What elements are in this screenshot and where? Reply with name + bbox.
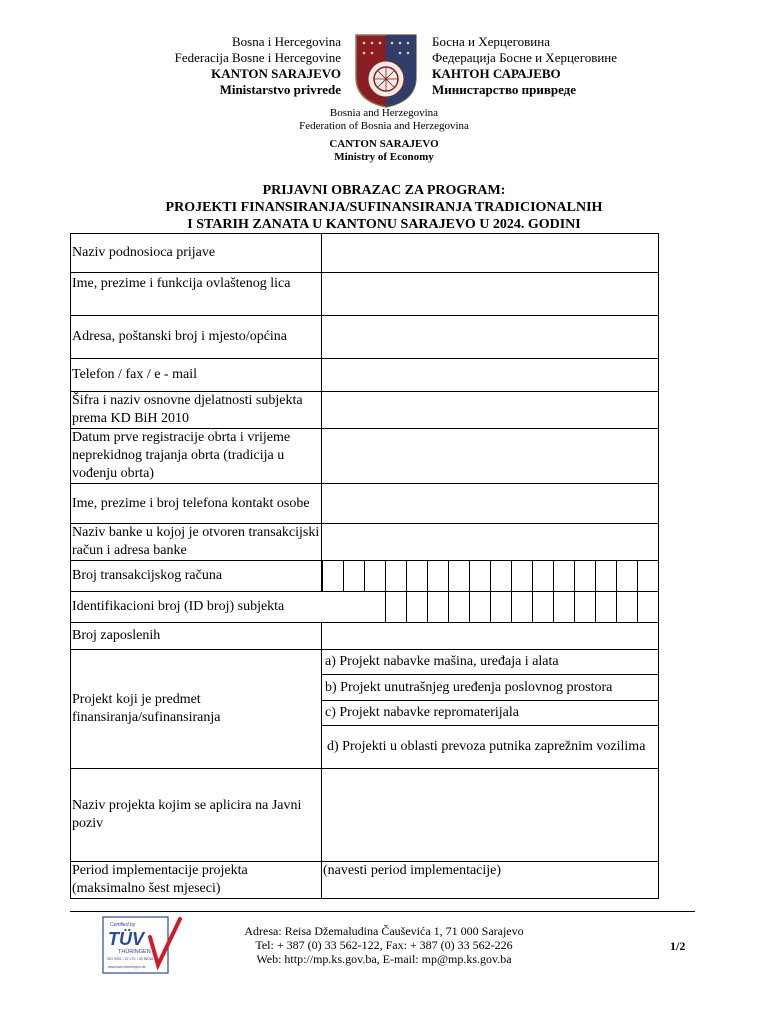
field-applicant-name[interactable] — [322, 234, 659, 273]
field-address[interactable] — [322, 316, 659, 359]
tuv-certification-logo-icon — [80, 915, 205, 977]
label-contact: Telefon / fax / e - mail — [71, 359, 322, 392]
tuv-certified-text: Certified by — [110, 922, 136, 928]
option-c[interactable]: c) Projekt nabavke repromaterijala — [322, 701, 659, 726]
option-b[interactable]: b) Projekt unutrašnjeg uređenja poslovnog prostora — [322, 675, 659, 701]
header-right-line3: КАНТОН САРАЈЕВО — [432, 66, 561, 81]
label-employees: Broj zaposlenih — [71, 623, 322, 650]
header-center-line4: Ministry of Economy — [334, 151, 434, 163]
canton-crest-icon — [354, 33, 418, 109]
option-d[interactable] — [322, 726, 659, 769]
form-title — [0, 182, 768, 233]
field-authorized-person[interactable] — [322, 273, 659, 316]
label-account-number: Broj transakcijskog računa — [71, 561, 322, 592]
field-account-number[interactable] — [322, 561, 659, 592]
form-title-line2: PROJEKTI FINANSIRANJA/SUFINANSIRANJA TRADICIONALNIH — [165, 200, 603, 215]
header-center-canton — [0, 138, 768, 164]
header-center-line3: CANTON SARAJEVO — [329, 138, 439, 150]
form-title-line1: PRIJAVNI OBRAZAC ZA PROGRAM: — [262, 183, 506, 198]
field-project-name[interactable] — [322, 769, 659, 862]
footer-address: Adresa: Reisa Džemaludina Čauševića 1, 71 000 Sarajevo — [244, 924, 524, 938]
footer-web: Web: http://mp.ks.gov.ba, E-mail: mp@mp.ks.gov.ba — [256, 952, 512, 966]
field-implementation-period[interactable]: (navesti period implementacije) — [322, 862, 659, 899]
label-id-number: Identifikacioni broj (ID broj) subjekta — [72, 599, 285, 614]
header-left — [175, 34, 341, 98]
footer-phone: Tel: + 387 (0) 33 562-122, Fax: + 387 (0) 33 562-226 — [255, 938, 513, 952]
header-center-english — [0, 107, 768, 133]
header-right-line4: Министарство привреде — [432, 82, 577, 97]
page-number: 1/2 — [670, 939, 686, 953]
label-activity-code: Šifra i naziv osnovne djelatnosti subjekta prema KD BiH 2010 — [71, 392, 322, 429]
header-right-line2: Федерација Босне и Херцеговине — [432, 50, 618, 65]
header-left-line4: Ministarstvo privrede — [219, 82, 341, 97]
form-title-line3: I STARIH ZANATA U KANTONU SARAJEVO U 2024. GODINI — [187, 217, 581, 232]
label-registration-date: Datum prve registracije obrta i vrijeme neprekidnog trajanja obrta (tradicija u vođenju obrta) — [71, 429, 322, 484]
field-employees[interactable] — [322, 623, 659, 650]
footer-contact — [200, 924, 568, 966]
tuv-iso-text: ISO 9001 / 22 LTC / 00 INDIA — [107, 957, 154, 961]
field-bank[interactable] — [322, 524, 659, 561]
header-center-line2: Federation of Bosnia and Herzegovina — [299, 120, 469, 132]
header-left-line1: Bosna i Hercegovina — [231, 34, 341, 49]
footer-divider — [70, 911, 695, 912]
header-right — [432, 34, 617, 98]
field-activity-code[interactable] — [322, 392, 659, 429]
header-left-line2: Federacija Bosne i Hercegovine — [174, 50, 341, 65]
account-number-cells — [322, 561, 658, 591]
tuv-brand-text: TÜV — [108, 929, 144, 949]
tuv-url-text: www.tuev-thueringen.de — [108, 965, 146, 969]
label-implementation-period: Period implementacije projekta (maksimalno šest mjeseci) — [71, 862, 322, 899]
label-contact-person: Ime, prezime i broj telefona kontakt osobe — [71, 484, 322, 524]
label-applicant-name: Naziv podnosioca prijave — [71, 234, 322, 273]
label-address: Adresa, poštanski broj i mjesto/općina — [71, 316, 322, 359]
label-project-type: Projekt koji je predmet finansiranja/sufinansiranja — [71, 650, 322, 769]
header-left-line3: KANTON SARAJEVO — [211, 66, 341, 81]
option-d-text: d) Projekti u oblasti prevoza putnika zaprežnim vozilima — [327, 739, 646, 754]
header-right-line1: Босна и Херцеговина — [432, 34, 550, 49]
field-contact[interactable] — [322, 359, 659, 392]
label-bank: Naziv banke u kojoj je otvoren transakcijski račun i adresa banke — [71, 524, 322, 561]
option-a[interactable]: a) Projekt nabavke mašina, uređaja i alata — [322, 650, 659, 675]
field-id-number[interactable] — [385, 592, 658, 622]
row-id-number — [71, 592, 659, 623]
field-registration-date[interactable] — [322, 429, 659, 484]
application-form-table — [70, 233, 659, 899]
label-authorized-person: Ime, prezime i funkcija ovlaštenog lica — [71, 273, 322, 316]
tuv-region-text: THÜRINGEN — [118, 949, 151, 955]
header-center-line1: Bosnia and Herzegovina — [329, 107, 439, 119]
field-contact-person[interactable] — [322, 484, 659, 524]
label-project-name: Naziv projekta kojim se aplicira na Javni poziv — [71, 769, 322, 862]
